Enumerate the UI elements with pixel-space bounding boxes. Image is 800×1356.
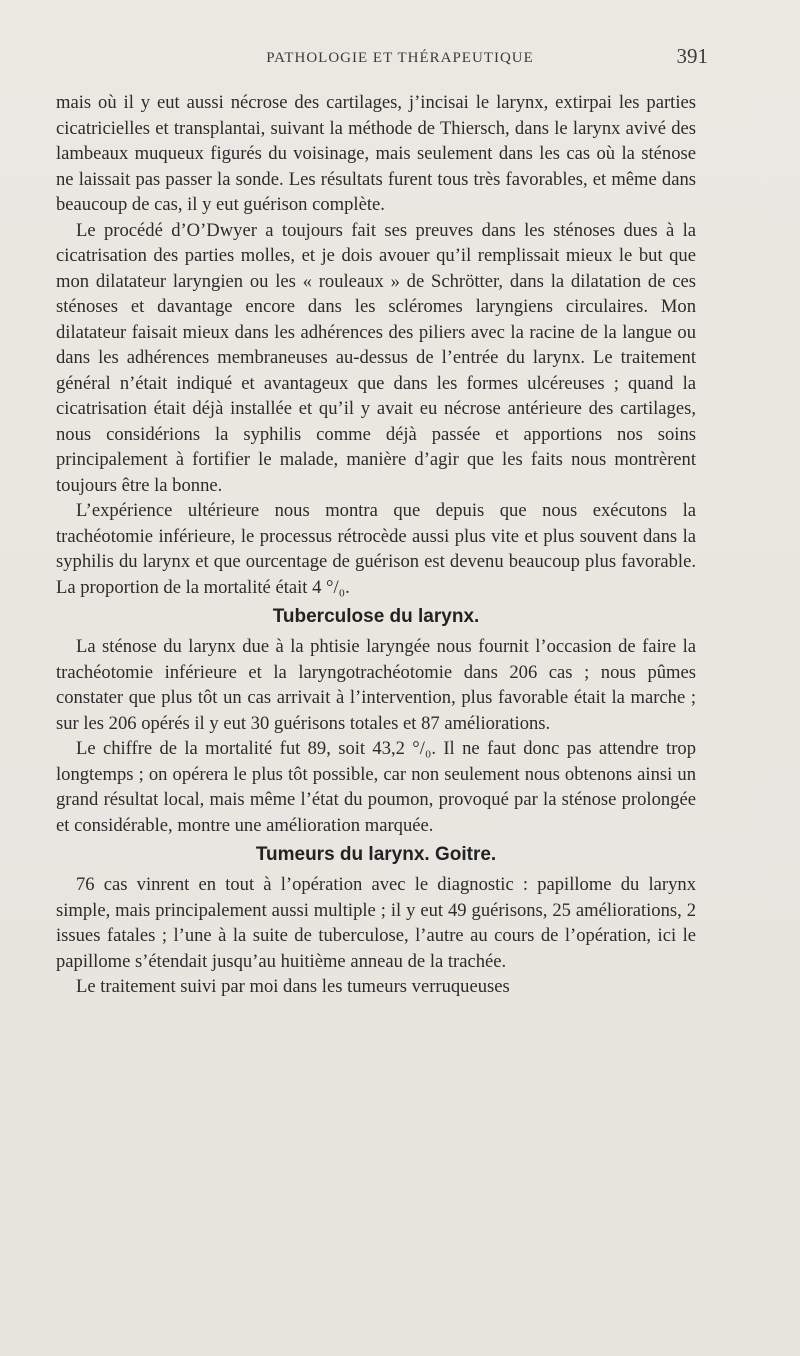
running-title: PATHOLOGIE ET THÉRAPEUTIQUE bbox=[266, 50, 534, 66]
paragraph: Le traitement suivi par moi dans les tumeurs verruqueuses bbox=[76, 976, 510, 997]
paragraph: La sténose du larynx due à la phtisie laryngée nous fournit l’occasion de faire la trachéotomie inférieure et la laryngotrachéotomie dans 206 cas ; nous pûmes constater que plus tôt un cas arrivait à l’intervention, plus favorable était la marche ; sur les 206 opérés il y eut 30 guérisons totales et 87 améliorations. bbox=[56, 636, 696, 734]
section-heading: Tuberculose du larynx. bbox=[272, 606, 480, 627]
page-header bbox=[0, 44, 800, 74]
paragraph: Le procédé d’O’Dwyer a toujours fait ses preuves dans les sténoses dues à la cicatrisation des parties molles, et je dois avouer qu’il remplissait mieux le but que mon dilatateur laryngien ou les « rouleaux » de Schrötter, dans la dilatation de ces sténoses et davantage encore dans les scléromes laryngiens circulaires. Mon dilatateur faisait mieux dans les adhérences des piliers avec la racine de la langue ou dans les adhérences membraneuses au-dessus de l’entrée du larynx. Le traitement général n’était indiqué et avantageux que dans les formes ulcéreuses ; quand la cicatrisation était déjà installée et qu’il y avait eu nécrose antérieure des cartilages, nous considérions la syphilis comme déjà passée et apportions nos soins principalement à fortifier le malade, manière d’agir que les faits nous montrèrent toujours être la bonne. bbox=[56, 219, 696, 496]
paragraph: L’expérience ultérieure nous montra que depuis que nous exécutons la trachéotomie inférieure, le processus rétrocède aussi plus vite et plus souvent dans la syphilis du larynx et que ourcentage de guérison est devenu beaucoup plus favorable. La proportion de la mortalité était 4 °/₀. bbox=[56, 500, 696, 598]
paragraph: Le chiffre de la mortalité fut 89, soit 43,2 °/₀. Il ne faut donc pas attendre trop longtemps ; on opérera le plus tôt possible, car non seulement nous obtenons ainsi un grand résultat local, mais même l’état du poumon, provoqué par la sténose prolongée et considérable, montre une amélioration marquée. bbox=[56, 738, 696, 836]
body-text bbox=[56, 90, 696, 1000]
section-heading: Tumeurs du larynx. Goitre. bbox=[255, 844, 497, 865]
paragraph: mais où il y eut aussi nécrose des cartilages, j’incisai le larynx, extirpai les parties cicatricielles et transplantai, suivant la méthode de Thiersch, dans le larynx avivé des lambeaux muqueux figurés du voisinage, mais seulement dans les cas où la sténose ne laissait pas passer la sonde. Les résultats furent tous très favorables, et même dans beaucoup de cas, il y eut guérison complète. bbox=[56, 92, 696, 215]
paragraph: 76 cas vinrent en tout à l’opération avec le diagnostic : papillome du larynx simple, mais principalement aussi multiple ; il y eut 49 guérisons, 25 améliorations, 2 issues fatales ; l’une à la suite de tuberculose, l’autre au cours de l’opération, ici le papillome s’étendait jusqu’au huitième anneau de la trachée. bbox=[56, 874, 696, 972]
page-number: 391 bbox=[676, 44, 708, 68]
